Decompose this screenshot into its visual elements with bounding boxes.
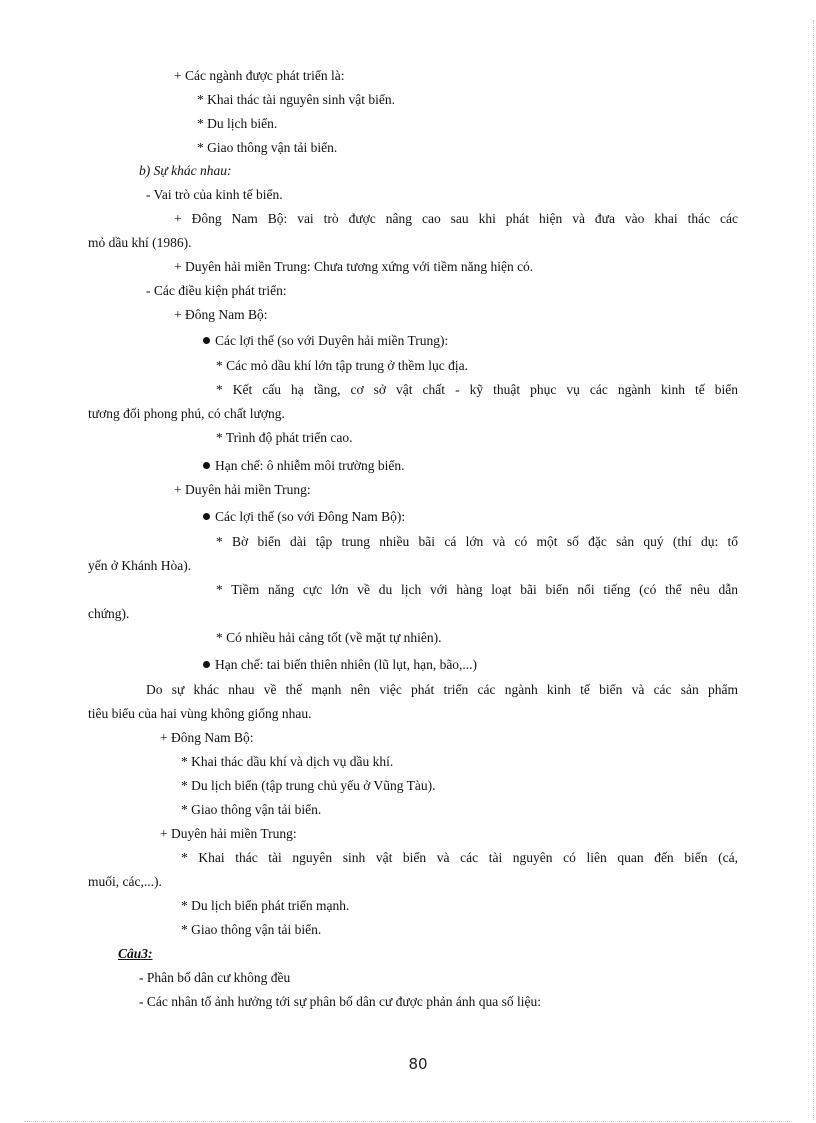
- text-line: chứng).: [88, 606, 130, 621]
- page-bottom-border: [24, 1121, 792, 1122]
- text-line-justified: * Bờ biển dài tập trung nhiều bãi cá lớn và có một số đặc sản quý (thí dụ: tổ: [216, 534, 738, 549]
- text-line-justified: Do sự khác nhau về thế mạnh nên việc phát triển các ngành kinh tế biển và các sản phẩm: [146, 682, 738, 697]
- text-line: - Các điều kiện phát triển:: [146, 283, 287, 298]
- text-line: + Duyên hải miền Trung:: [160, 826, 297, 841]
- text-line-justified: * Tiềm năng cực lớn về du lịch với hàng loạt bãi biển nổi tiếng (có thể nêu dẫn: [216, 582, 738, 597]
- text-line: - Vai trò của kinh tế biển.: [146, 187, 283, 202]
- bullet-text: Hạn chế: ô nhiễm môi trường biển.: [215, 458, 405, 473]
- text-line: + Đông Nam Bộ:: [174, 307, 268, 322]
- text-line: * Khai thác tài nguyên sinh vật biển.: [197, 92, 395, 107]
- text-line: * Các mỏ dầu khí lớn tập trung ở thềm lục địa.: [216, 358, 468, 373]
- text-line: * Có nhiều hải cảng tốt (về mặt tự nhiên).: [216, 630, 442, 645]
- text-line: - Phân bố dân cư không đều: [139, 970, 291, 985]
- text-line: * Du lịch biển (tập trung chủ yếu ở Vũng Tàu).: [181, 778, 436, 793]
- text-line: - Các nhân tố ảnh hưởng tới sự phân bố dân cư được phản ánh qua số liệu:: [139, 994, 541, 1009]
- bullet-text: Các lợi thế (so với Đông Nam Bộ):: [215, 509, 406, 524]
- section-heading: b) Sự khác nhau:: [139, 163, 232, 178]
- text-line: * Trình độ phát triển cao.: [216, 430, 353, 445]
- text-line: + Đông Nam Bộ:: [160, 730, 254, 745]
- bullet-icon: [203, 462, 210, 469]
- text-line: + Duyên hải miền Trung:: [174, 482, 311, 497]
- text-line-justified: * Kết cấu hạ tầng, cơ sở vật chất - kỹ thuật phục vụ các ngành kinh tế biển: [216, 382, 738, 397]
- text-line: tương đối phong phú, có chất lượng.: [88, 406, 285, 421]
- text-line: tiêu biểu của hai vùng không giống nhau.: [88, 706, 312, 721]
- text-line: * Giao thông vận tải biển.: [181, 922, 322, 937]
- text-line: yến ở Khánh Hòa).: [88, 558, 192, 573]
- text-line: * Du lịch biển.: [197, 116, 278, 131]
- text-line: * Khai thác dầu khí và dịch vụ dầu khí.: [181, 754, 394, 769]
- text-line-justified: * Khai thác tài nguyên sinh vật biển và các tài nguyên có liên quan đến biển (cá,: [181, 850, 738, 865]
- text-line: * Giao thông vận tải biển.: [197, 140, 338, 155]
- bullet-line: [203, 508, 405, 526]
- page-number: 80: [408, 1055, 428, 1073]
- bullet-icon: [203, 337, 210, 344]
- text-line: + Duyên hải miền Trung: Chưa tương xứng với tiềm năng hiện có.: [174, 259, 534, 274]
- page-right-border: [813, 20, 814, 1120]
- bullet-line: [203, 457, 405, 475]
- bullet-icon: [203, 661, 210, 668]
- bullet-text: Hạn chế: tai biến thiên nhiên (lũ lụt, hạn, bão,...): [215, 657, 478, 672]
- text-line-justified: + Đông Nam Bộ: vai trò được nâng cao sau khi phát hiện và đưa vào khai thác các: [174, 211, 738, 226]
- bullet-line: [203, 332, 448, 350]
- text-line: mỏ dầu khí (1986).: [88, 235, 192, 250]
- text-line: muối, các,...).: [88, 874, 162, 889]
- bullet-line: [203, 656, 477, 674]
- text-line: + Các ngành được phát triển là:: [174, 68, 345, 83]
- question-heading: Câu3:: [118, 946, 153, 961]
- bullet-text: Các lợi thế (so với Duyên hải miền Trung):: [215, 333, 449, 348]
- bullet-icon: [203, 513, 210, 520]
- text-line: * Du lịch biển phát triển mạnh.: [181, 898, 350, 913]
- text-line: * Giao thông vận tải biển.: [181, 802, 322, 817]
